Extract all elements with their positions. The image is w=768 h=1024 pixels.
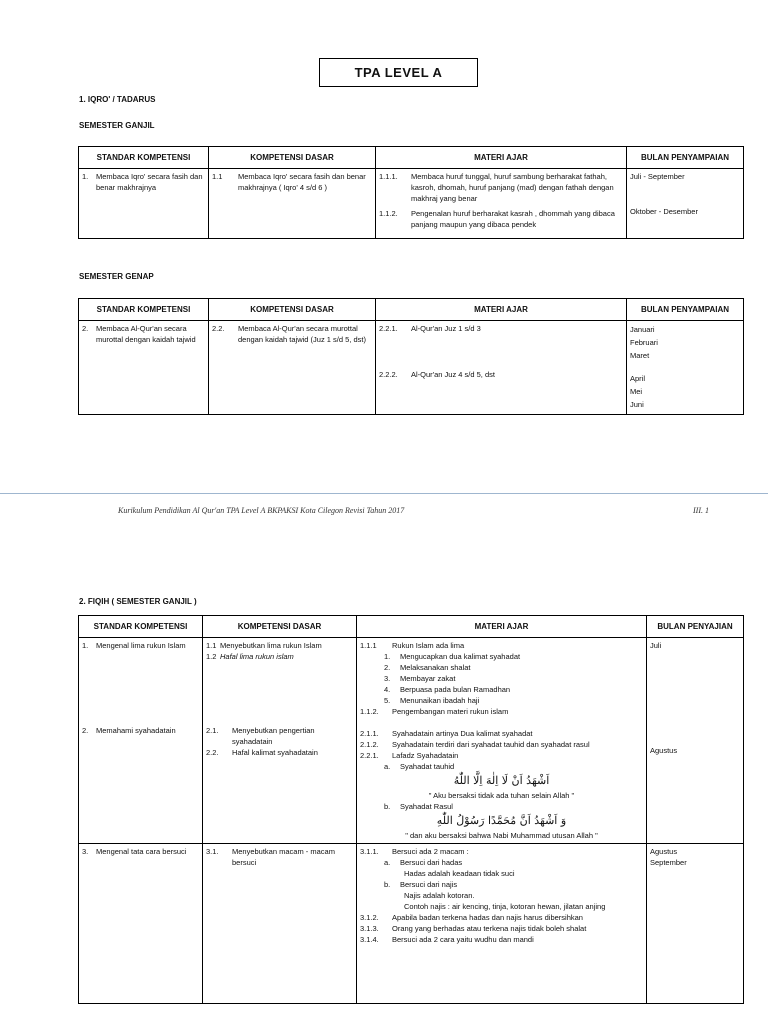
- materi-text: Membaca huruf tunggal, huruf sambung berharakat fathah, kasroh, dhomah, huruf panjang (mad) dengan fathah dengan makhraj yang benar: [411, 172, 614, 203]
- list-item: 3. Membayar zakat: [384, 674, 456, 683]
- list-item: 2. Melaksanakan shalat: [384, 663, 471, 672]
- sk-text: Mengenal lima rukun Islam: [96, 641, 186, 650]
- bulan-text: Juni: [630, 400, 644, 409]
- list-item: 4. Berpuasa pada bulan Ramadhan: [384, 685, 511, 694]
- table-row: [79, 169, 744, 239]
- table-row: [79, 321, 744, 415]
- standar-kompetensi-cell: [79, 321, 209, 415]
- materi-text: Al-Qur'an Juz 4 s/d 5, dst: [411, 370, 495, 379]
- kd-text: Hafal lima rukun islam: [220, 652, 294, 661]
- materi-number: 3.1.2.: [360, 913, 379, 922]
- iqro-genap-table: [78, 298, 744, 415]
- materi-number: 2.1.1.: [360, 729, 379, 738]
- materi-desc: Hadas adalah keadaan tidak suci: [404, 869, 515, 878]
- bulan-text: September: [650, 858, 687, 867]
- materi-ajar-cell: [376, 321, 627, 415]
- materi-ajar-cell: [357, 844, 647, 1004]
- kd-number: 2.2.: [206, 748, 219, 757]
- kd-number: 1.1: [206, 641, 217, 650]
- materi-text: Apabila badan terkena hadas dan najis harus dibersihkan: [392, 913, 583, 922]
- header-materi-ajar: MATERI AJAR: [376, 147, 627, 169]
- materi-number: 2.2.1.: [360, 751, 379, 760]
- header-bulan-penyampaian: BULAN PENYAMPAIAN: [627, 147, 744, 169]
- sk-number: 1.: [82, 641, 89, 650]
- arabic-syahadat-rasul: وَ اَشْهَدُ اَنَّ مُحَمَّدًا رَسُوْلُ اللّٰهِ: [436, 814, 567, 827]
- materi-number: 2.2.2.: [379, 370, 398, 379]
- materi-text: Syahadatain artinya Dua kalimat syahadat: [392, 729, 533, 738]
- bulan-cell: [647, 638, 744, 844]
- iqro-ganjil-table: [78, 146, 744, 239]
- kd-number: 1.2: [206, 652, 217, 661]
- materi-number: 2.1.2.: [360, 740, 379, 749]
- header-standar-kompetensi: STANDAR KOMPETENSI: [79, 616, 203, 638]
- header-kompetensi-dasar: KOMPETENSI DASAR: [203, 616, 357, 638]
- sk-text: Memahami syahadatain: [96, 726, 176, 735]
- materi-number: 1.1.2.: [379, 209, 398, 218]
- kd-text: Menyebutkan lima rukun Islam: [220, 641, 322, 650]
- materi-ajar-cell: [357, 638, 647, 844]
- standar-kompetensi-cell: [79, 638, 203, 844]
- kd-number: 2.2.: [212, 324, 225, 333]
- materi-number: 1.1.2.: [360, 707, 379, 716]
- materi-text: Rukun Islam ada lima: [392, 641, 465, 650]
- table-header-row: [79, 147, 744, 169]
- materi-text: Lafadz Syahadatain: [392, 751, 459, 760]
- bulan-text: Januari: [630, 325, 655, 334]
- section-heading-fiqih: 2. FIQIH ( SEMESTER GANJIL ): [79, 597, 197, 606]
- materi-text: Pengenalan huruf berharakat kasrah , dhommah yang dibaca panjang maupun yang dibaca pendek: [411, 209, 615, 229]
- sk-number: 3.: [82, 847, 89, 856]
- page-divider: [0, 493, 768, 494]
- materi-ajar-cell: [376, 169, 627, 239]
- materi-text: Al-Qur'an Juz 1 s/d 3: [411, 324, 481, 333]
- kompetensi-dasar-cell: [203, 844, 357, 1004]
- table-header-row: [79, 299, 744, 321]
- semester-ganjil-heading: SEMESTER GANJIL: [79, 121, 155, 130]
- list-item: 1. Mengucapkan dua kalimat syahadat: [384, 652, 521, 661]
- document-title: TPA LEVEL A: [319, 58, 478, 87]
- materi-number: 1.1.1.: [379, 172, 398, 181]
- kd-number: 2.1.: [206, 726, 219, 735]
- header-standar-kompetensi: STANDAR KOMPETENSI: [79, 299, 209, 321]
- kd-text: Membaca Al-Qur'an secara murottal dengan kaidah tajwid (Juz 1 s/d 5, dst): [238, 324, 366, 344]
- sk-text: Membaca Iqro' secara fasih dan benar makhrajnya: [96, 172, 203, 192]
- kd-text: Membaca Iqro' secara fasih dan benar makhrajnya ( Iqro' 4 s/d 6 ): [238, 172, 366, 192]
- materi-text: Syahadatain terdiri dari syahadat tauhid dan syahadat rasul: [392, 740, 590, 749]
- standar-kompetensi-cell: [79, 844, 203, 1004]
- bulan-text: Juli: [650, 641, 662, 650]
- table-row: [79, 638, 744, 844]
- bulan-text: Maret: [630, 351, 650, 360]
- syahadat-rasul-meaning: " dan aku bersaksi bahwa Nabi Muhammad utusan Allah ": [405, 831, 598, 840]
- header-kompetensi-dasar: KOMPETENSI DASAR: [209, 299, 376, 321]
- materi-text: Pengembangan materi rukun islam: [392, 707, 509, 716]
- header-bulan-penyajian: BULAN PENYAJIAN: [647, 616, 744, 638]
- bulan-text: Mei: [630, 387, 643, 396]
- bulan-cell: [627, 169, 744, 239]
- bulan-text: Juli - September: [630, 172, 685, 181]
- header-kompetensi-dasar: KOMPETENSI DASAR: [209, 147, 376, 169]
- kd-number: 1.1: [212, 172, 223, 181]
- header-materi-ajar: MATERI AJAR: [357, 616, 647, 638]
- bulan-text: Oktober - Desember: [630, 207, 698, 216]
- kd-text: Hafal kalimat syahadatain: [232, 748, 318, 757]
- header-bulan-penyampaian: BULAN PENYAMPAIAN: [627, 299, 744, 321]
- kompetensi-dasar-cell: [209, 169, 376, 239]
- materi-number: 2.2.1.: [379, 324, 398, 333]
- sk-text: Membaca Al-Qur'an secara murottal dengan kaidah tajwid: [96, 324, 196, 344]
- materi-text: Bersuci ada 2 macam :: [392, 847, 469, 856]
- materi-number: 3.1.3.: [360, 924, 379, 933]
- table-header-row: [79, 616, 744, 638]
- list-item: a. Syahadat tauhid: [384, 762, 455, 771]
- kd-number: 3.1.: [206, 847, 219, 856]
- standar-kompetensi-cell: [79, 169, 209, 239]
- materi-number: 3.1.1.: [360, 847, 379, 856]
- bulan-cell: [627, 321, 744, 415]
- table-row: [79, 844, 744, 1004]
- kompetensi-dasar-cell: [203, 638, 357, 844]
- header-materi-ajar: MATERI AJAR: [376, 299, 627, 321]
- list-item: b. Bersuci dari najis: [384, 880, 458, 889]
- sk-number: 2.: [82, 324, 89, 333]
- materi-number: 3.1.4.: [360, 935, 379, 944]
- header-standar-kompetensi: STANDAR KOMPETENSI: [79, 147, 209, 169]
- list-item: a. Bersuci dari hadas: [384, 858, 463, 867]
- list-item: 5. Menunaikan ibadah haji: [384, 696, 480, 705]
- sk-text: Mengenal tata cara bersuci: [96, 847, 187, 856]
- footer-text: Kurikulum Pendidikan Al Qur'an TPA Level A BKPAKSI Kota Cilegon Revisi Tahun 2017: [118, 506, 405, 515]
- materi-text: Orang yang berhadas atau terkena najis tidak boleh shalat: [392, 924, 587, 933]
- syahadat-tauhid-meaning: " Aku bersaksi tidak ada tuhan selain Allah ": [428, 791, 575, 800]
- sk-number: 2.: [82, 726, 89, 735]
- kd-text: Menyebutkan pengertian syahadatain: [232, 726, 315, 746]
- sk-number: 1.: [82, 172, 89, 181]
- materi-desc: Najis adalah kotoran.: [404, 891, 475, 900]
- materi-text: Bersuci ada 2 cara yaitu wudhu dan mandi: [392, 935, 534, 944]
- semester-genap-heading: SEMESTER GENAP: [79, 272, 154, 281]
- kompetensi-dasar-cell: [209, 321, 376, 415]
- arabic-syahadat-tauhid: اَشْهَدُ اَنْ لَا اِلٰهَ اِلَّا اللّٰهُ: [453, 774, 550, 787]
- section-heading-iqro: 1. IQRO' / TADARUS: [79, 95, 156, 104]
- fiqih-table: [78, 615, 744, 1004]
- bulan-text: Agustus: [650, 847, 678, 856]
- bulan-text: Februari: [630, 338, 658, 347]
- bulan-text: Agustus: [650, 746, 678, 755]
- list-item: b. Syahadat Rasul: [384, 802, 453, 811]
- materi-desc: Contoh najis : air kencing, tinja, kotoran hewan, jilatan anjing: [404, 902, 606, 911]
- bulan-text: April: [630, 374, 646, 383]
- materi-number: 1.1.1: [360, 641, 377, 650]
- kd-text: Menyebutkan macam - macam bersuci: [232, 847, 335, 867]
- footer-page-number: III. 1: [693, 506, 709, 515]
- bulan-cell: [647, 844, 744, 1004]
